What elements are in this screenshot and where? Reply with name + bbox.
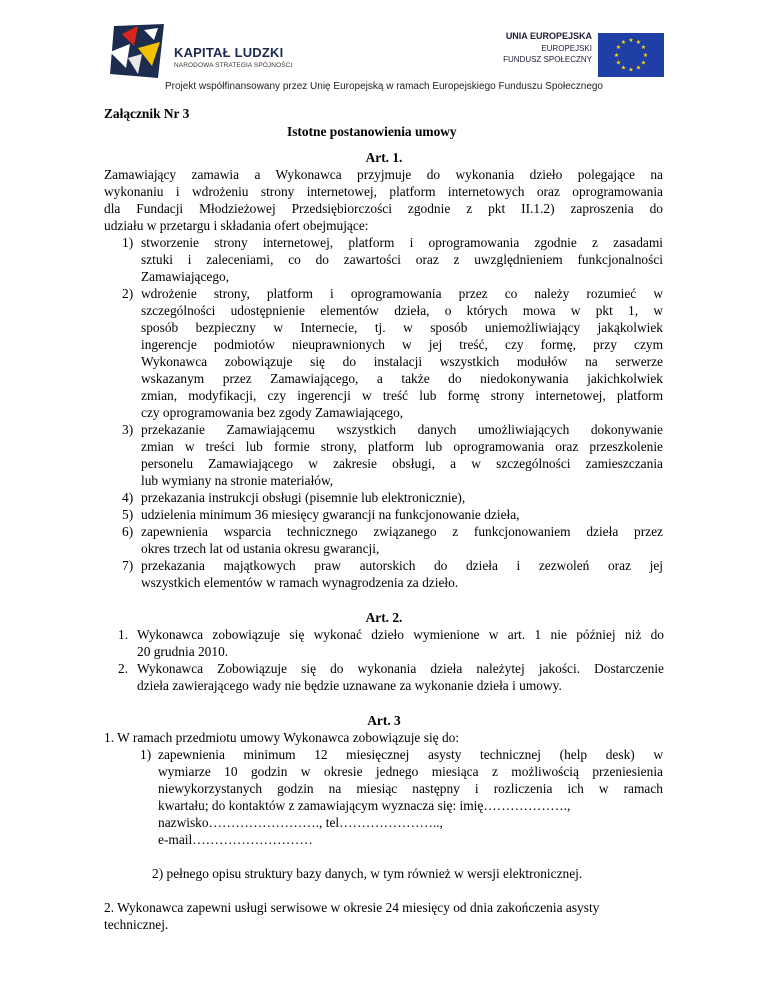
list-item-line: dzieła zawierającego wady nie będzie uznawane za wykonanie dzieła i umowy. bbox=[137, 678, 562, 693]
art1-intro-line: udziału w przetargu i składania ofert obejmujące: bbox=[104, 218, 369, 233]
list-item-line: czy oprogramowania bez zgody Zamawiającego, bbox=[141, 405, 404, 420]
list-item-line: wymiarze 10 godzin w okresie jednego miesiąca z możliwością przeniesienia bbox=[158, 764, 663, 779]
list-item-line: wszystkich elementów w ramach wynagrodzenia za dzieło. bbox=[141, 575, 459, 590]
list-number: 5) bbox=[122, 507, 134, 522]
list-item-line: udzielenia minimum 36 miesięcy gwarancji na funkcjonowanie dzieła, bbox=[141, 507, 520, 522]
art3-heading: Art. 3 bbox=[367, 713, 401, 728]
art1-heading: Art. 1. bbox=[365, 150, 403, 165]
list-item-line: przekazania instrukcji obsługi (pisemnie lub elektronicznie), bbox=[141, 490, 466, 505]
art3-paragraph-2-line: technicznej. bbox=[104, 917, 169, 932]
list-item-line: przekazanie Zamawiającemu wszystkich danych umożliwiających dokonywanie bbox=[141, 422, 663, 437]
list-item-line: sposób bezpieczny w Internecie, tj. w sposób uniemożliwiający jakąkolwiek bbox=[141, 320, 663, 335]
list-item-line: ingerencje podmiotów nieuprawnionych w jej treść, czy formę, przy czym bbox=[141, 337, 663, 352]
svg-text:★: ★ bbox=[635, 64, 642, 72]
eu-logo-line1: UNIA EUROPEJSKA bbox=[505, 31, 592, 41]
list-item-line: Wykonawca Zobowiązuje się do wykonania dzieła należytej jakości. Dostarczenie bbox=[137, 661, 664, 676]
attachment-label: Załącznik Nr 3 bbox=[104, 106, 190, 121]
svg-text:★: ★ bbox=[628, 66, 634, 74]
art1-intro-line: dla Fundacji Młodzieżowej Przedsiębiorczości zgodnie z pkt II.1.2) zaproszenia do bbox=[104, 201, 663, 216]
list-item-line: sztuki i zaleceniami, co do zawartości oraz z uwzględnieniem funkcjonalności bbox=[141, 252, 663, 267]
art3-sub-item-2: 2) pełnego opisu struktury bazy danych, w tym również w wersji elektronicznej. bbox=[152, 866, 583, 881]
list-item-line: 20 grudnia 2010. bbox=[137, 644, 229, 659]
list-number: 2) bbox=[122, 286, 134, 301]
svg-text:★: ★ bbox=[640, 59, 647, 67]
list-item-line: zmian w treści lub formie strony, platform lub oprogramowania oraz przeszkolenie bbox=[141, 439, 663, 454]
art3-paragraph-1: 1. W ramach przedmiotu umowy Wykonawca zobowiązuje się do: bbox=[104, 730, 460, 745]
svg-text:★: ★ bbox=[635, 39, 642, 46]
list-number: 7) bbox=[122, 558, 134, 573]
list-item-line: wskazanym przez Zamawiającego, a także do niedokonywania jakichkolwiek bbox=[141, 371, 663, 386]
list-item-line: zapewnienia minimum 12 miesięcznej asysty technicznej (help desk) w bbox=[158, 747, 663, 762]
list-number: 1. bbox=[118, 627, 129, 642]
list-item-line: przekazania majątkowych praw autorskich do dzieła i zezwoleń oraz jej bbox=[141, 558, 663, 573]
list-number: 1) bbox=[140, 747, 152, 762]
art3-paragraph-2-line: 2. Wykonawca zapewni usługi serwisowe w okresie 24 miesięcy od dnia zakończenia asysty bbox=[104, 900, 600, 915]
svg-text:★: ★ bbox=[615, 44, 622, 51]
art1-intro-line: Zamawiający zamawia a Wykonawca przyjmuje do wykonania dzieło polegające na bbox=[104, 167, 663, 182]
list-number: 2. bbox=[118, 661, 129, 676]
list-item-line: personelu Zamawiającego w zakresie obsługi, a w szczególności zamieszczania bbox=[141, 456, 663, 471]
kapital-ludzki-subtitle: NARODOWA STRATEGIA SPÓJNOŚCI bbox=[174, 62, 293, 69]
list-item-line: zapewnienia wsparcia technicznego związanego z funkcjonowaniem dzieła przez bbox=[141, 524, 663, 539]
list-item-line: nazwisko……………………., tel………………….., bbox=[158, 815, 443, 830]
svg-text:★: ★ bbox=[620, 64, 627, 72]
list-item-line: lub wymiany na stronie materiałów, bbox=[141, 473, 334, 488]
svg-text:★: ★ bbox=[613, 52, 620, 59]
eu-logo-line3: FUNDUSZ SPOŁECZNY bbox=[503, 55, 592, 64]
list-item-line: zmian, modyfikacji, czy ingerencji w treść lub formę strony internetowej, platform bbox=[141, 388, 663, 403]
list-number: 3) bbox=[122, 422, 134, 437]
list-item-line: szczególności udostępnienie elementów dzieła, o których mowa w pkt 1, w bbox=[141, 303, 663, 318]
list-item-line: niewykorzystanych godzin na miesiąc następny i rozliczenia ich w ramach bbox=[158, 781, 663, 796]
list-number: 6) bbox=[122, 524, 134, 539]
svg-text:★: ★ bbox=[615, 59, 622, 67]
funding-note: Projekt współfinansowany przez Unię Europejską w ramach Europejskiego Funduszu Społecznego bbox=[164, 81, 603, 92]
kapital-ludzki-logo bbox=[108, 22, 308, 80]
eu-logo-text bbox=[503, 30, 592, 65]
list-item-line: Zamawiającego, bbox=[141, 269, 230, 284]
list-item-line: kwartału; do kontaktów z zamawiającym wyznacza się: imię………………., bbox=[158, 798, 571, 813]
list-item-line: okres trzech lat od ustania okresu gwarancji, bbox=[141, 541, 380, 556]
kapital-ludzki-title: KAPITAŁ LUDZKI bbox=[174, 45, 284, 60]
art2-heading: Art. 2. bbox=[365, 610, 403, 625]
list-number: 1) bbox=[122, 235, 134, 250]
kapital-ludzki-emblem bbox=[108, 22, 170, 80]
document-title: Istotne postanowienia umowy bbox=[287, 124, 457, 139]
eu-logo-line2: EUROPEJSKI bbox=[541, 44, 592, 53]
list-item-line: Wykonawca zobowiązuje się do instalacji wszystkich modułów na serwerze bbox=[141, 354, 663, 369]
list-item-line: e-mail……………………… bbox=[158, 832, 313, 847]
eu-flag-icon bbox=[598, 33, 664, 77]
list-number: 4) bbox=[122, 490, 134, 505]
list-item-line: Wykonawca zobowiązuje się wykonać dzieło wymienione w art. 1 nie później niż do bbox=[137, 627, 664, 642]
svg-text:★: ★ bbox=[628, 37, 634, 44]
eu-logo bbox=[486, 30, 664, 76]
art1-intro-line: wykonaniu i wdrożeniu strony internetowej, platform internetowych oraz oprogramowania bbox=[104, 184, 663, 199]
list-item-line: stworzenie strony internetowej, platform i oprogramowania zgodnie z zasadami bbox=[141, 235, 663, 250]
svg-text:★: ★ bbox=[642, 52, 649, 59]
svg-text:★: ★ bbox=[640, 44, 647, 51]
svg-text:★: ★ bbox=[620, 39, 627, 46]
list-item-line: wdrożenie strony, platform i oprogramowania przez co należy rozumieć w bbox=[141, 286, 663, 301]
